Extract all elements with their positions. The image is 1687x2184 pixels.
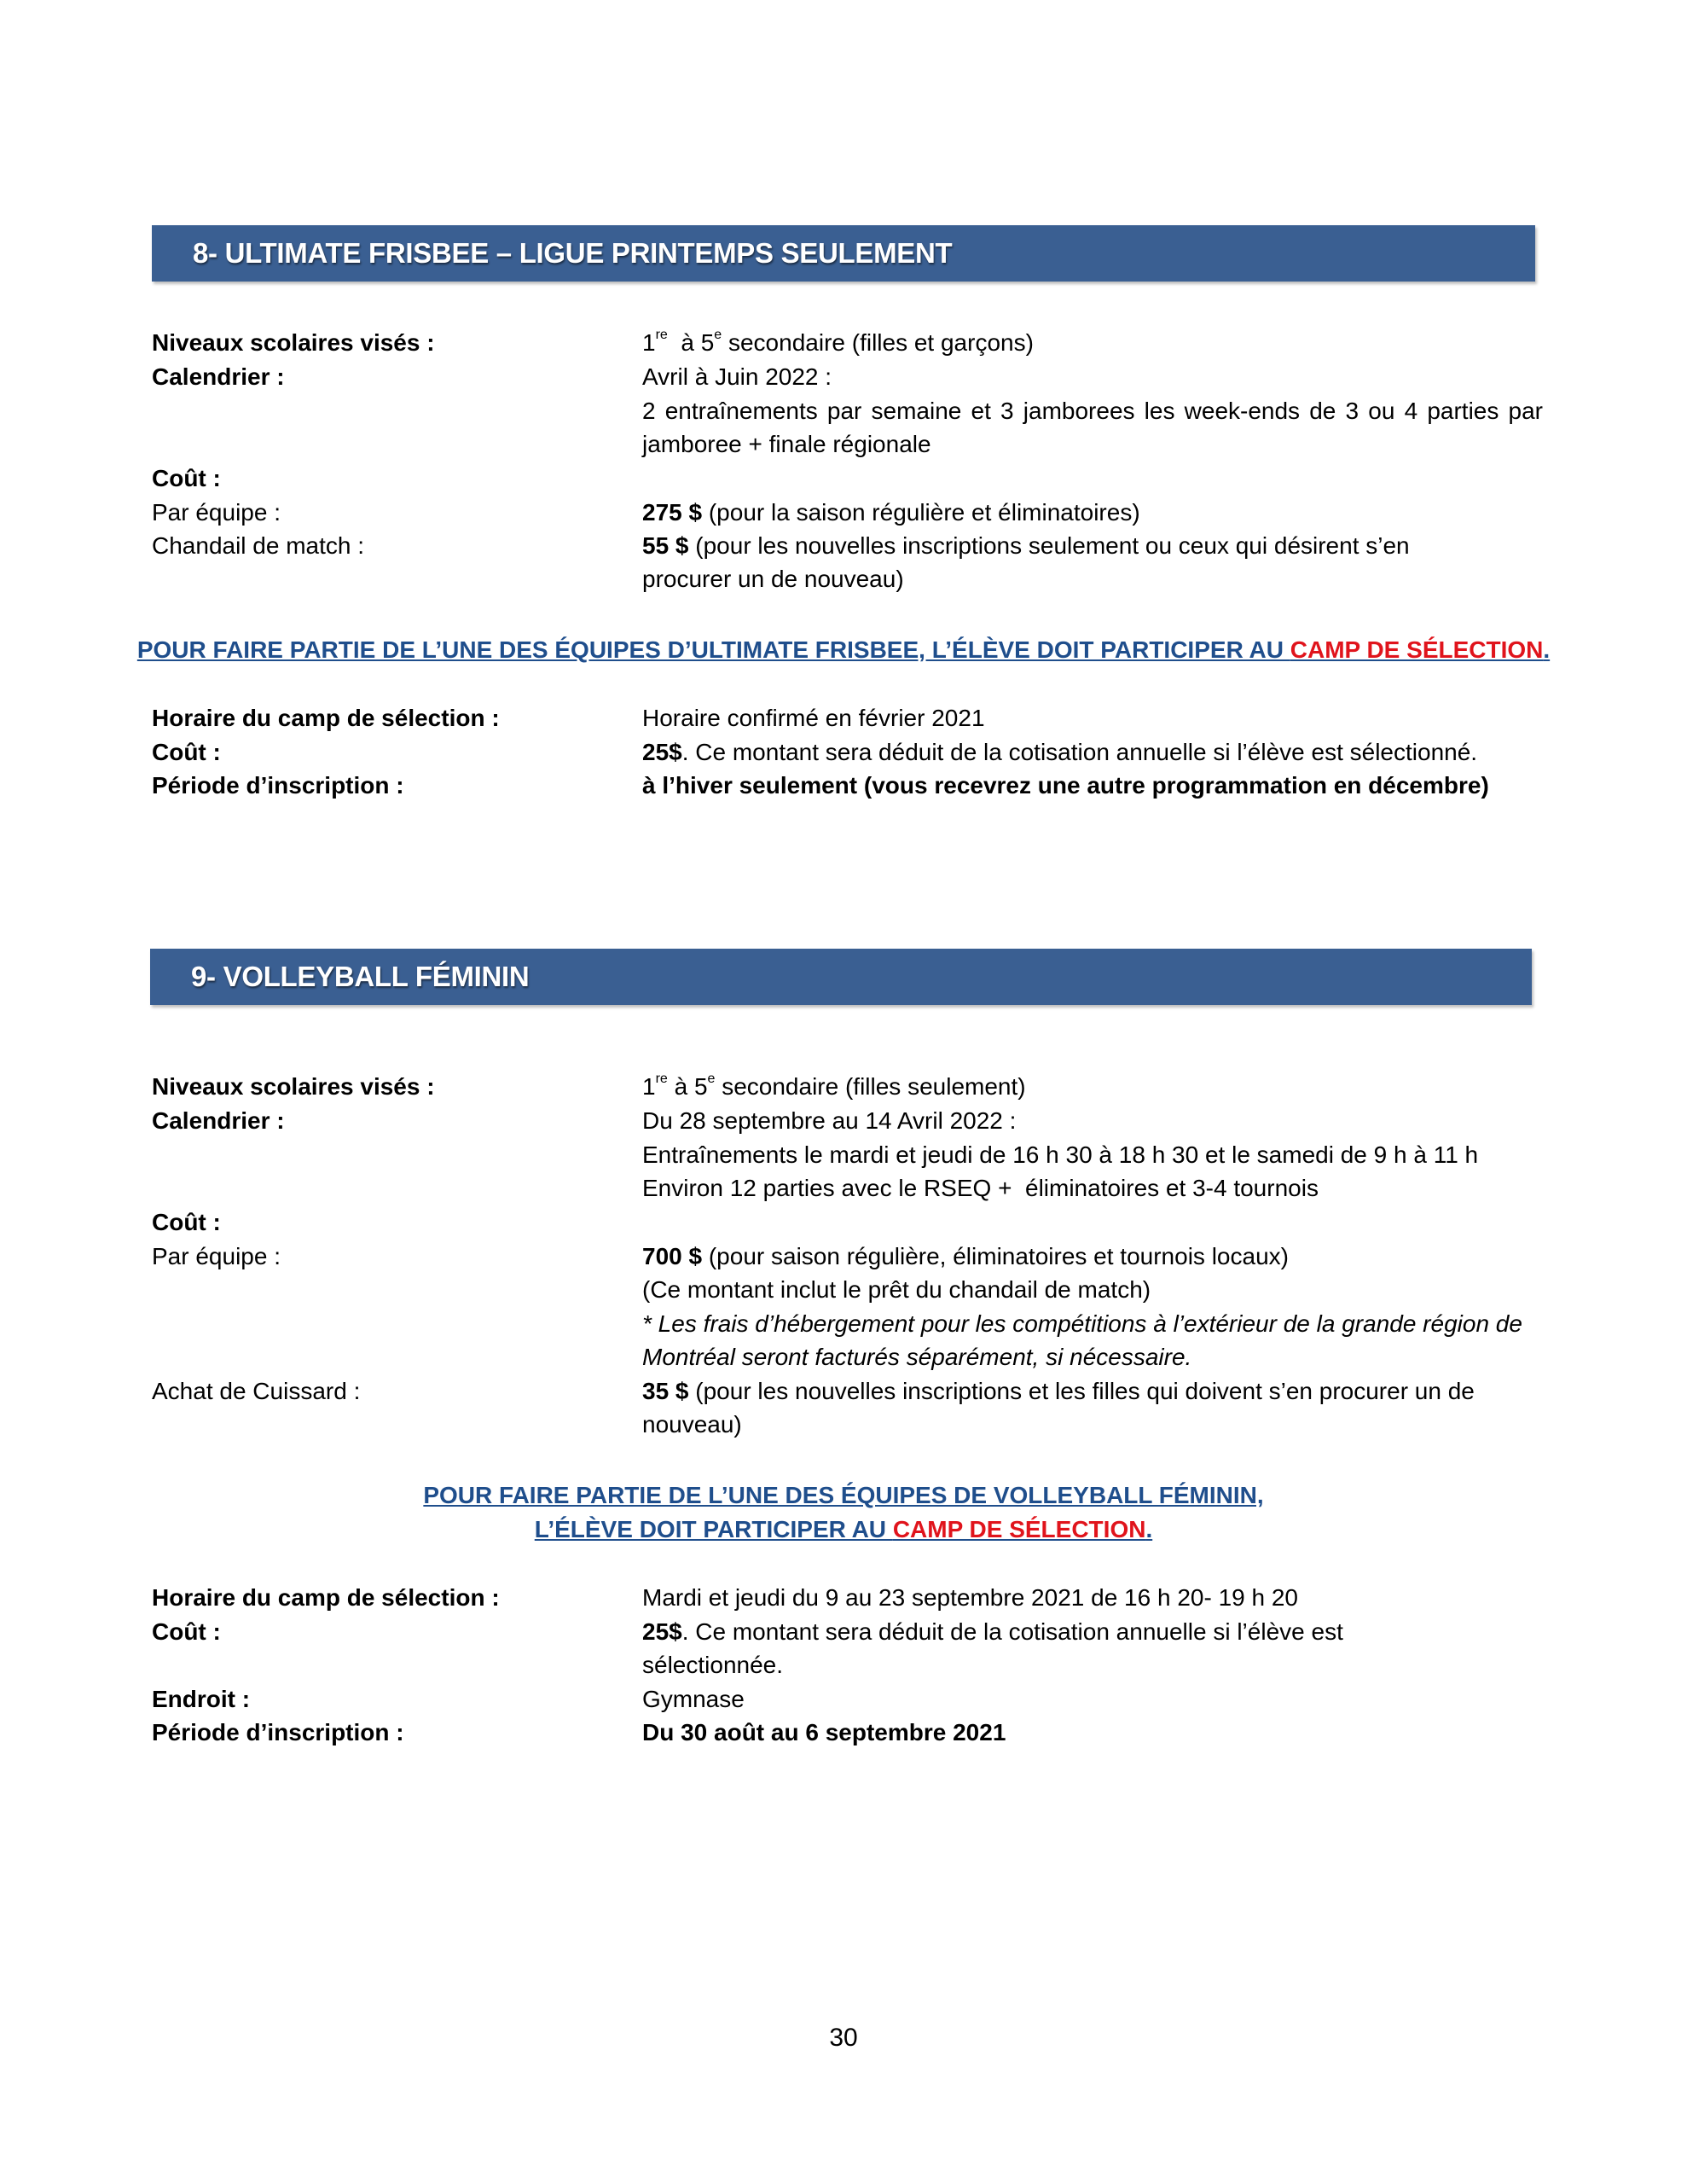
endroit-value: Gymnase [642,1686,745,1712]
par-equipe-note: (Ce montant inclut le prêt du chandail de match) [642,1276,1151,1303]
calendrier-label: Calendrier : [152,363,285,390]
selection-notice-line-1: POUR FAIRE PARTIE DE L’UNE DES ÉQUIPES DE VOLLEYBALL FÉMININ, [423,1482,1264,1508]
horaire-value: Mardi et jeudi du 9 au 23 septembre 2021 de 16 h 20- 19 h 20 [642,1584,1298,1611]
camp-cout-value: 25$. Ce montant sera déduit de la cotisation annuelle si l’élève est sélectionnée. [642,1618,1343,1678]
selection-notice: POUR FAIRE PARTIE DE L’UNE DES ÉQUIPES D’ULTIMATE FRISBEE, L’ÉLÈVE DOIT PARTICIPER AU CAMP DE SÉLECTION. [136,636,1551,663]
calendrier-dates: Avril à Juin 2022 : [642,363,832,390]
horaire-label: Horaire du camp de sélection : [152,705,500,731]
chandail-label: Chandail de match : [152,532,365,559]
par-equipe-label: Par équipe : [152,499,281,526]
horaire-value: Horaire confirmé en février 2021 [642,705,985,731]
periode-label: Période d’inscription : [152,1719,404,1745]
calendrier-label: Calendrier : [152,1107,285,1134]
section-title: 9- VOLLEYBALL FÉMININ [191,961,530,992]
calendrier-dates: Du 28 septembre au 14 Avril 2022 : [642,1107,1017,1134]
camp-cout-label: Coût : [152,739,221,765]
camp-cout-label: Coût : [152,1618,221,1645]
cuissard-label: Achat de Cuissard : [152,1378,361,1404]
calendrier-details: 2 entraînements par semaine et 3 jamborees les week-ends de 3 ou 4 parties par jamboree + finale régionale [642,398,1543,457]
horaire-label: Horaire du camp de sélection : [152,1584,500,1611]
par-equipe-value: 700 $ (pour saison régulière, éliminatoires et tournois locaux) [642,1243,1289,1269]
niveaux-label: Niveaux scolaires visés : [152,1073,435,1100]
section-banner-volleyball [150,949,1532,1005]
periode-value: à l’hiver seulement (vous recevrez une autre programmation en décembre) [642,772,1489,799]
cout-label: Coût : [152,1209,221,1235]
section-title: 8- ULTIMATE FRISBEE – LIGUE PRINTEMPS SEULEMENT [193,237,953,269]
periode-label: Période d’inscription : [152,772,404,799]
chandail-value: 55 $ (pour les nouvelles inscriptions seulement ou ceux qui désirent s’en procurer un de nouveau) [642,532,1410,592]
hebergement-note: * Les frais d’hébergement pour les compétitions à l’extérieur de la grande région de Montréal seront facturés séparément, si nécessaire. [642,1310,1522,1370]
niveaux-value: 1re à 5e secondaire (filles et garçons) [642,328,1034,356]
calendrier-entrainements: Entraînements le mardi et jeudi de 16 h 30 à 18 h 30 et le samedi de 9 h à 11 h [642,1141,1479,1168]
page-number: 30 [829,2024,858,2052]
par-equipe-value: 275 $ (pour la saison régulière et éliminatoires) [642,499,1140,526]
endroit-label: Endroit : [152,1686,251,1712]
par-equipe-label: Par équipe : [152,1243,281,1269]
calendrier-parties: Environ 12 parties avec le RSEQ + éliminatoires et 3-4 tournois [642,1175,1319,1201]
selection-notice-line-2: L’ÉLÈVE DOIT PARTICIPER AU CAMP DE SÉLECTION. [534,1516,1153,1542]
cout-label: Coût : [152,465,221,491]
camp-cout-value: 25$. Ce montant sera déduit de la cotisation annuelle si l’élève est sélectionné. [642,739,1478,765]
section-banner-ultimate-frisbee [152,225,1535,282]
cuissard-value: 35 $ (pour les nouvelles inscriptions et les filles qui doivent s’en procurer un de nouveau) [642,1378,1475,1438]
niveaux-value: 1re à 5e secondaire (filles seulement) [642,1072,1026,1100]
niveaux-label: Niveaux scolaires visés : [152,329,435,356]
periode-value: Du 30 août au 6 septembre 2021 [642,1719,1006,1745]
